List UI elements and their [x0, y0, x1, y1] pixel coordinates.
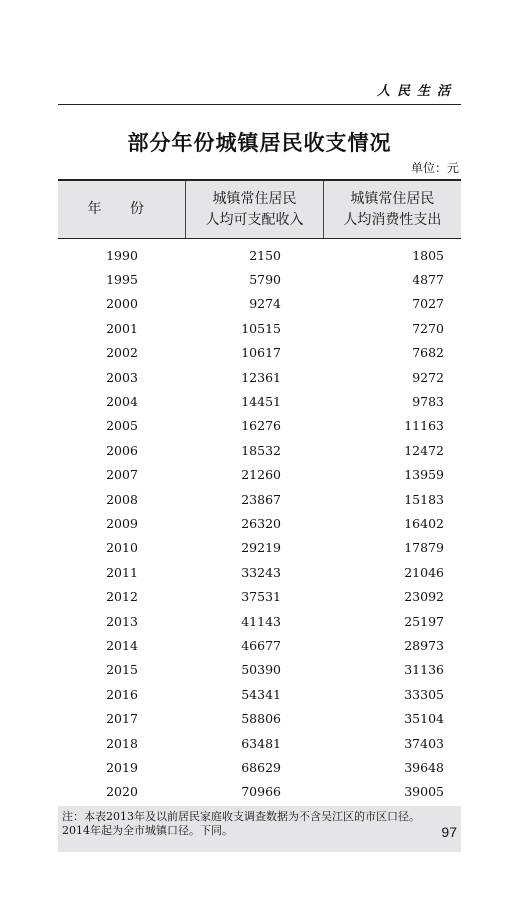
cell-income: 70966	[241, 784, 281, 800]
cell-year: 1990	[106, 247, 138, 263]
column-header-year: 年 份	[58, 181, 186, 238]
cell-year: 2004	[106, 394, 138, 410]
cell-income: 68629	[241, 759, 281, 775]
cell-spending: 31136	[404, 662, 444, 678]
cell-spending: 39005	[404, 784, 444, 800]
cell-spending: 28973	[404, 637, 444, 653]
cell-year: 2014	[106, 637, 138, 653]
cell-spending: 33305	[404, 686, 444, 702]
column-header-income-line2: 人均可支配收入	[205, 211, 304, 228]
cell-year: 2018	[106, 735, 138, 751]
cell-year: 2016	[106, 686, 138, 702]
table-row	[58, 780, 461, 804]
column-header-income-line1: 城镇常住居民	[212, 190, 297, 207]
cell-year: 2000	[106, 296, 138, 312]
cell-income: 29219	[241, 540, 281, 556]
cell-year: 2015	[106, 662, 138, 678]
table-note: 注：本表2013年及以前居民家庭收支调查数据为不含吴江区的市区口径。2014年起为全市城镇口径。下同。	[62, 810, 420, 837]
cell-spending: 7027	[412, 296, 444, 312]
cell-year: 2017	[106, 711, 138, 727]
cell-income: 2150	[249, 247, 281, 263]
table-header	[58, 179, 461, 239]
table-row	[58, 487, 461, 511]
cell-spending: 16402	[404, 515, 444, 531]
cell-year: 2008	[106, 491, 138, 507]
cell-spending: 7682	[412, 345, 444, 361]
table-row	[58, 536, 461, 560]
cell-spending: 21046	[404, 564, 444, 580]
table-row	[58, 341, 461, 365]
cell-year: 2005	[106, 418, 138, 434]
cell-spending: 1805	[412, 247, 444, 263]
cell-spending: 13959	[404, 467, 444, 483]
cell-income: 23867	[241, 491, 281, 507]
table-row	[58, 658, 461, 682]
cell-spending: 37403	[404, 735, 444, 751]
cell-year: 2006	[106, 442, 138, 458]
data-table	[58, 179, 461, 807]
unit-label: 单位：元	[410, 161, 459, 175]
footer-band	[58, 806, 461, 852]
cell-spending: 23092	[404, 589, 444, 605]
cell-year: 2020	[106, 784, 138, 800]
table-row	[58, 389, 461, 413]
table-row	[58, 706, 461, 730]
cell-year: 2013	[106, 613, 138, 629]
cell-year: 2001	[106, 320, 138, 336]
cell-spending: 9272	[412, 369, 444, 385]
column-header-spending-line1: 城镇常住居民	[350, 190, 435, 207]
cell-income: 58806	[241, 711, 281, 727]
cell-income: 50390	[241, 662, 281, 678]
table-row	[58, 463, 461, 487]
cell-income: 5790	[249, 272, 281, 288]
column-header-spending-line2: 人均消费性支出	[343, 211, 442, 228]
table-row	[58, 731, 461, 755]
table-body	[58, 239, 461, 804]
cell-spending: 25197	[404, 613, 444, 629]
table-row	[58, 511, 461, 535]
cell-income: 63481	[241, 735, 281, 751]
table-row	[58, 414, 461, 438]
table-row	[58, 438, 461, 462]
cell-spending: 15183	[404, 491, 444, 507]
cell-spending: 35104	[404, 711, 444, 727]
table-row	[58, 365, 461, 389]
cell-spending: 4877	[412, 272, 444, 288]
cell-year: 2007	[106, 467, 138, 483]
table-row	[58, 609, 461, 633]
table-row	[58, 584, 461, 608]
cell-spending: 17879	[404, 540, 444, 556]
cell-year: 2019	[106, 759, 138, 775]
cell-income: 18532	[241, 442, 281, 458]
cell-year: 2009	[106, 515, 138, 531]
table-row	[58, 755, 461, 779]
cell-year: 1995	[106, 272, 138, 288]
cell-spending: 9783	[412, 394, 444, 410]
table-row	[58, 560, 461, 584]
table-row	[58, 633, 461, 657]
cell-spending: 12472	[404, 442, 444, 458]
cell-spending: 11163	[404, 418, 444, 434]
cell-income: 9274	[249, 296, 281, 312]
cell-income: 54341	[241, 686, 281, 702]
cell-income: 10515	[241, 320, 281, 336]
cell-spending: 7270	[412, 320, 444, 336]
cell-income: 21260	[241, 467, 281, 483]
page-number: 97	[441, 824, 457, 840]
page-title: 部分年份城镇居民收支情况	[127, 130, 392, 155]
table-row	[58, 243, 461, 267]
cell-year: 2010	[106, 540, 138, 556]
cell-year: 2003	[106, 369, 138, 385]
column-header-income	[186, 181, 323, 238]
column-header-spending	[324, 181, 461, 238]
section-header: 人民生活	[376, 84, 457, 99]
table-row	[58, 267, 461, 291]
cell-year: 2011	[106, 564, 138, 580]
cell-income: 14451	[241, 394, 281, 410]
cell-income: 26320	[241, 515, 281, 531]
table-row	[58, 682, 461, 706]
cell-income: 12361	[241, 369, 281, 385]
cell-income: 10617	[241, 345, 281, 361]
cell-year: 2012	[106, 589, 138, 605]
cell-income: 16276	[241, 418, 281, 434]
cell-year: 2002	[106, 345, 138, 361]
cell-spending: 39648	[404, 759, 444, 775]
header-divider	[58, 104, 461, 105]
cell-income: 33243	[241, 564, 281, 580]
cell-income: 46677	[241, 637, 281, 653]
cell-income: 41143	[241, 613, 281, 629]
cell-income: 37531	[241, 589, 281, 605]
table-row	[58, 292, 461, 316]
table-row	[58, 316, 461, 340]
